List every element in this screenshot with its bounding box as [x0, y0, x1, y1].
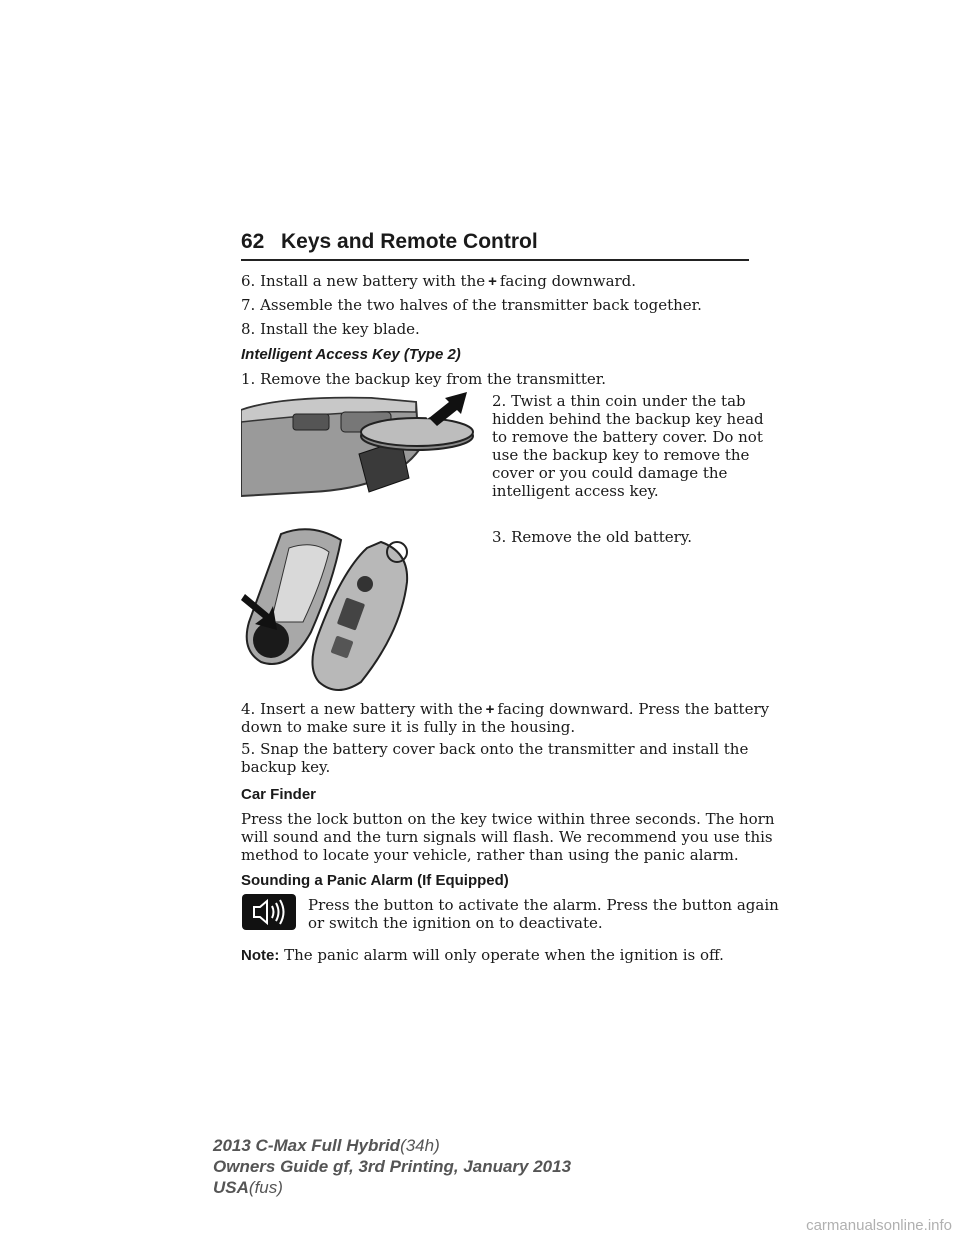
note-label: Note:	[241, 947, 280, 964]
note-text: The panic alarm will only operate when the ignition is off.	[284, 946, 724, 964]
page-number: 62	[241, 230, 265, 253]
type2-step-2-line-2: hidden behind the backup key head	[492, 410, 764, 428]
step-8: 8. Install the key blade.	[241, 320, 420, 338]
type2-step-2-line-3: to remove the battery cover. Do not	[492, 428, 763, 446]
page-header	[241, 230, 749, 262]
watermark: carmanualsonline.info	[806, 1217, 952, 1234]
document-footer: 2013 C-Max Full Hybrid(34h) Owners Guide gf, 3rd Printing, January 2013 USA(fus)	[213, 1136, 572, 1197]
car-finder-heading: Car Finder	[241, 786, 317, 803]
type2-step-5-line-1: 5. Snap the battery cover back onto the transmitter and install the	[241, 740, 749, 758]
coin-battery-cover-illustration	[241, 388, 481, 500]
type2-step-2-line-6: intelligent access key.	[492, 482, 659, 500]
type2-step-5-line-2: backup key.	[241, 758, 331, 776]
type2-heading: Intelligent Access Key (Type 2)	[241, 346, 461, 363]
step-7: 7. Assemble the two halves of the transmitter back together.	[241, 296, 702, 314]
speaker-sound-icon	[242, 894, 296, 930]
panic-line-1: Press the button to activate the alarm. Press the button again	[308, 896, 779, 914]
panic-note	[241, 946, 724, 965]
remove-battery-illustration	[241, 522, 421, 694]
header-rule	[241, 259, 749, 261]
type2-step-3: 3. Remove the old battery.	[492, 528, 693, 546]
type2-step-2-line-4: use the backup key to remove the	[492, 446, 750, 464]
type2-step-1: 1. Remove the backup key from the transmitter.	[241, 370, 607, 388]
step-6: 6. Install a new battery with the + facing downward.	[241, 272, 637, 290]
section-title: Keys and Remote Control	[281, 230, 538, 253]
panic-alarm-heading: Sounding a Panic Alarm (If Equipped)	[241, 872, 509, 889]
type2-step-2-line-5: cover or you could damage the	[492, 464, 728, 482]
car-finder-line-3: method to locate your vehicle, rather than using the panic alarm.	[241, 846, 739, 864]
car-finder-line-2: will sound and the turn signals will flash. We recommend you use this	[241, 828, 773, 846]
car-finder-line-1: Press the lock button on the key twice within three seconds. The horn	[241, 810, 775, 828]
type2-step-2-line-1: 2. Twist a thin coin under the tab	[492, 392, 746, 410]
type2-step-4-line-1: 4. Insert a new battery with the + facing downward. Press the battery	[241, 700, 770, 718]
panic-line-2: or switch the ignition on to deactivate.	[308, 914, 603, 932]
type2-step-4-line-2: down to make sure it is fully in the housing.	[241, 718, 576, 736]
